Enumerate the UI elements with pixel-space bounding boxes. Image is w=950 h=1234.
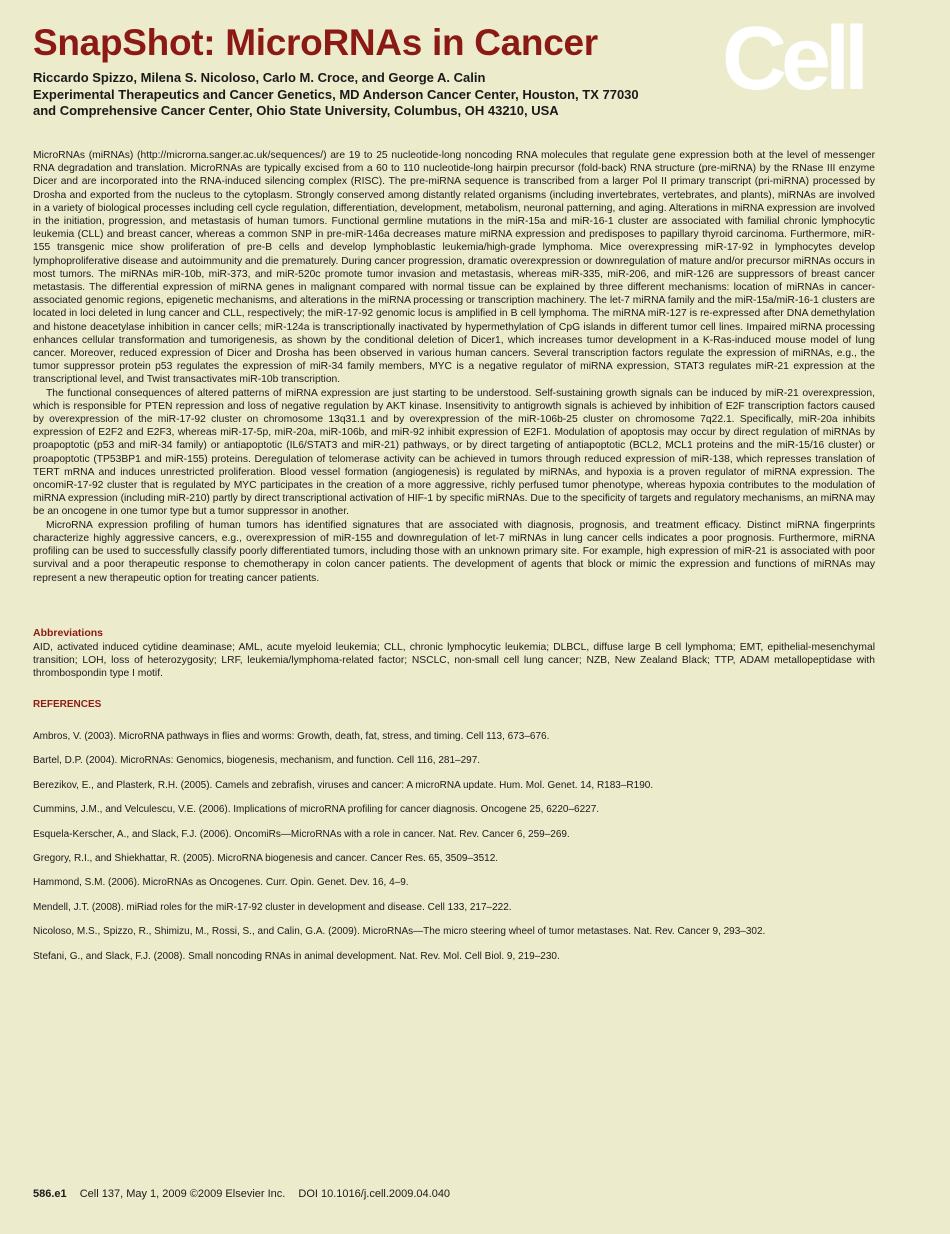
author-block	[33, 70, 693, 120]
abbreviations-text: AID, activated induced cytidine deaminase; AML, acute myeloid leukemia; CLL, chronic lymphocytic leukemia; DLBCL, diffuse large B cell lymphoma; EMT, epithelial-mesenchymal transition; LOH, loss of heterozygosity; LRF, leukemia/lymphoma-related factor; NSCLC, non-small cell lung cancer; NZB, New Zealand Black; TTP, ADAM metallopeptidase with thrombospondin type I motif.	[33, 642, 875, 680]
reference-item: Cummins, J.M., and Velculescu, V.E. (2006). Implications of microRNA profiling for cancer diagnosis. Oncogene 25, 6220–6227.	[33, 804, 600, 816]
abbreviations-heading: Abbreviations	[33, 627, 104, 639]
reference-item: Mendell, J.T. (2008). miRiad roles for the miR-17-92 cluster in development and disease. Cell 133, 217–222.	[33, 901, 512, 913]
affiliation-line-2: and Comprehensive Cancer Center, Ohio State University, Columbus, OH 43210, USA	[33, 103, 559, 118]
journal-citation: Cell 137, May 1, 2009 ©2009 Elsevier Inc.	[79, 1188, 286, 1200]
authors: Riccardo Spizzo, Milena S. Nicoloso, Carlo M. Croce, and George A. Calin	[33, 70, 486, 85]
reference-item: Berezikov, E., and Plasterk, R.H. (2005). Camels and zebrafish, viruses and cancer: A microRNA update. Hum. Mol. Genet. 14, R183–R190.	[33, 779, 654, 791]
paragraph: MicroRNAs (miRNAs) (http://microrna.sanger.ac.uk/sequences/) are 19 to 25 nucleotide-long noncoding RNA molecules that regulate gene expression both at the level of messenger RNA degradation and translation. MicroRNAs are typically excised from a 60 to 110 nucleotide-long hairpin precursor (fold-back) RNA structure (pre-miRNA) by the RNase III enzyme Dicer and are incorporated into the RNA-induced silencing complex (RISC). The pre-miRNA sequence is transcribed from a larger Pol II primary transcript (pri-miRNA) processed by Drosha and exported from the nucleus to the cytoplasm. Strongly conserved among distantly related organisms (including invertebrates, vertebrates, and plants), miRNAs are involved in a variety of biological processes including cell cycle regulation, differentiation, development, metabolism, neuronal patterning, and aging. Alterations in miRNA expression are involved in the initiation, progression, and metastasis of human tumors. Functional germline mutations in the miR-15a and miR-16-1 cluster are associated with familial chronic lymphocytic leukemia (CLL) and breast cancer, whereas a common SNP in pre-miR-146a decreases mature miRNA expression and predisposes to papillary thyroid carcinoma. Furthermore, miR-155 transgenic mice show proliferation of pre-B cells and develop lymphoblastic leukemia/high-grade lymphoma. Mice overexpressing miR-17-92 in lymphocytes develop lymphoproliferative disease and autoimmunity and die prematurely. During cancer progression, dramatic overexpression or downregulation of mature and/or precursor miRNAs occurs in most tumors. The miRNAs miR-10b, miR-373, and miR-520c promote tumor invasion and metastasis, whereas miR-335, miR-206, and miR-126 are suppressors of breast cancer metastasis. The differential expression of miRNA genes in malignant compared with normal tissue can be explained by three different mechanisms: location of miRNAs in cancer-associated genomic regions, epigenetic mechanisms, and alterations in the miRNA processing or transcription machinery. The let-7 miRNA family and the miR-15a/miR-16-1 clusters are located in loci deleted in lung cancer and CLL, respectively; the miR-17-92 genomic locus is amplified in B cell lymphoma. The miRNA miR-127 is re-expressed after DNA demethylation and histone deacetylase inhibition in cancer cells; miR-124a is transcriptionally inactivated by hypermethylation of CpG islands in different tumor cell lines. Impaired miRNA processing enhances cellular transformation and tumorigenesis, as shown by the conditional deletion of Dicer1, which increases tumor development in a K-Ras-induced mouse model of lung cancer. Moreover, reduced expression of Dicer and Drosha has been observed in various human cancers. Several transcription factors regulate the expression of miRNAs, e.g., the tumor suppressor protein p53 regulates the expression of miR-34 family members, MYC is a negative regulator of miRNA expression, STAT3 regulates miR-21 expression at the transcriptional level, and Twist transactivates miR-10b transcription.	[33, 150, 875, 386]
reference-item: Bartel, D.P. (2004). MicroRNAs: Genomics, biogenesis, mechanism, and function. Cell 116, 281–297.	[33, 755, 481, 767]
references-heading: REFERENCES	[33, 699, 102, 710]
doi: DOI 10.1016/j.cell.2009.04.040	[298, 1188, 451, 1200]
references-list	[33, 730, 893, 974]
page-number: 586.e1	[33, 1188, 67, 1200]
page-title: SnapShot: MicroRNAs in Cancer	[33, 22, 598, 63]
affiliation-line-1: Experimental Therapeutics and Cancer Genetics, MD Anderson Cancer Center, Houston, TX 77030	[33, 86, 639, 102]
reference-item: Nicoloso, M.S., Spizzo, R., Shimizu, M., Rossi, S., and Calin, G.A. (2009). MicroRNAs—The micro steering wheel of tumor metastases. Nat. Rev. Cancer 9, 293–302.	[33, 926, 766, 938]
reference-item: Esquela-Kerscher, A., and Slack, F.J. (2006). OncomiRs—MicroRNAs with a role in cancer. Nat. Rev. Cancer 6, 259–269.	[33, 828, 570, 840]
reference-item: Gregory, R.I., and Shiekhattar, R. (2005). MicroRNA biogenesis and cancer. Cancer Res. 65, 3509–3512.	[33, 852, 499, 864]
cell-logo: Cell	[722, 9, 864, 109]
reference-item: Ambros, V. (2003). MicroRNA pathways in flies and worms: Growth, death, fat, stress, and timing. Cell 113, 673–676.	[33, 731, 550, 742]
paragraph: The functional consequences of altered patterns of miRNA expression are just starting to be understood. Self-sustaining growth signals can be induced by miR-21 overexpression, which is responsible for PTEN repression and loss of negative regulation by AKT kinase. Insensitivity to antigrowth signals is achieved by inhibition of E2F transcription factors caused by overexpression of the miR-17-92 cluster on chromosome 13q31.1 and by overexpression of the miR-106b-25 cluster on chromosome 7q22.1. Specifically, miR-20a inhibits expression of E2F2 and E2F3, whereas miR-17-5p, miR-20a, miR-106b, and miR-92 inhibit expression of E2F1. Modulation of apoptosis may occur by direct regulation of miRNAs by proapoptotic (p53 and miR-34 family) or antiapoptotic (IL6/STAT3 and miR-21) pathways, or by direct targeting of antiapoptotic (BCL2, MCL1 proteins and the miR-15/16 cluster) or proapoptotic (TP53BP1 and miR-155) proteins. Deregulation of telomerase activity can be achieved in tumors through reduced expression of miR-138, which represses translation of TERT mRNA and induces unrestricted proliferation. Blood vessel formation (angiogenesis) is regulated by miRNAs, and hypoxia is a proven regulator of miRNA expression. The oncomiR-17-92 cluster that is regulated by MYC participates in the creation of a more aggressive, richly perfused tumor phenotype, whereas hypoxia contributes to the modulation of miRNA expression (including miR-210) partly by direct transcriptional activation of HIF-1 by specific miRNAs. Due to the specificity of targets and regulatory mechanisms, an miRNA may be an oncogene in one tumor type but a tumor suppressor in another.	[33, 387, 875, 518]
footer	[33, 1188, 460, 1200]
reference-item: Stefani, G., and Slack, F.J. (2008). Small noncoding RNAs in animal development. Nat. Rev. Mol. Cell Biol. 9, 219–230.	[33, 950, 560, 962]
reference-item: Hammond, S.M. (2006). MicroRNAs as Oncogenes. Curr. Opin. Genet. Dev. 16, 4–9.	[33, 877, 409, 889]
body-text	[33, 149, 875, 585]
paragraph: MicroRNA expression profiling of human tumors has identified signatures that are associated with diagnosis, prognosis, and treatment efficacy. Distinct miRNA fingerprints characterize highly aggressive cancers, e.g., overexpression of miR-155 and downregulation of let-7 miRNAs in lung cancer cells indicates a poor prognosis. Furthermore, miRNA profiling can be used to successfully classify poorly differentiated tumors, including those with an unknown primary site. For example, high expression of miR-21 is associated with poor survival and a poor therapeutic response to chemotherapy in colon cancer patients. The development of agents that block or mimic the expression and functions of miRNAs may represent a new therapeutic option for treating cancer patients.	[33, 519, 875, 584]
